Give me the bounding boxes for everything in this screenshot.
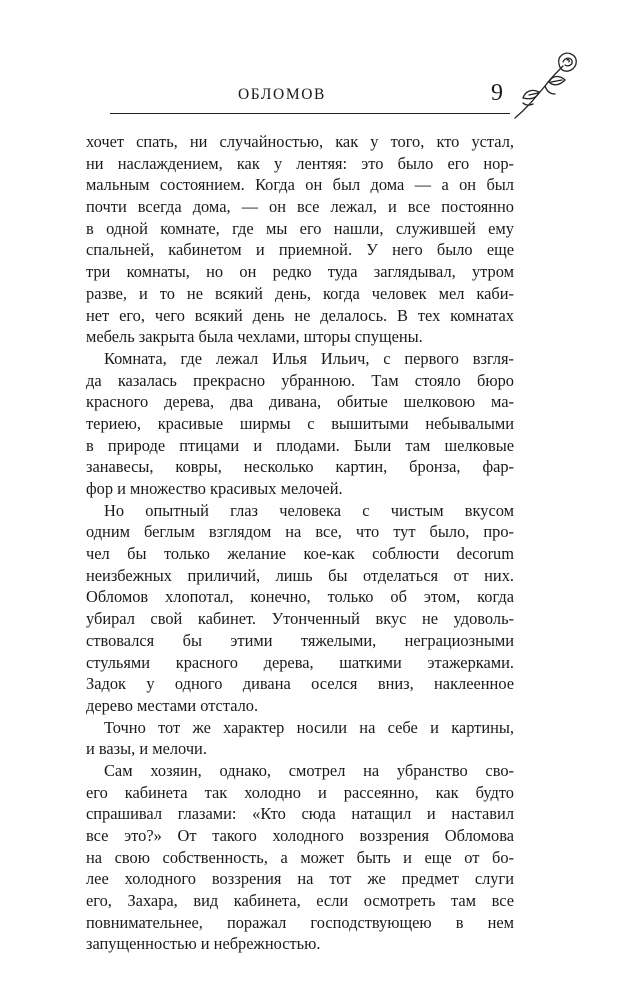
text-line: неизбежных приличий, лишь бы отделаться от них. — [86, 565, 514, 585]
text-line: занавесы, ковры, несколько картин, бронза, фар- — [86, 457, 514, 477]
text-line: Задок у одного дивана оселся вниз, наклеенное — [86, 674, 514, 694]
text-line: нет его, чего всякий день не делалось. В тех комнатах — [86, 305, 514, 325]
text-line: Точно тот же характер носили на себе и картины, — [104, 717, 514, 737]
running-title: ОБЛОМОВ — [238, 86, 326, 103]
text-line: чел бы только желание кое-как соблюсти decorum — [86, 544, 514, 564]
text-line: все это?» От такого холодного воззрения Обломова — [86, 826, 514, 845]
text-line: Обломов хлопотал, конечно, только об этом, когда — [86, 587, 514, 607]
text-line: стульями красного дерева, шаткими этажерками. — [86, 652, 514, 672]
page-number: 9 — [491, 80, 503, 106]
text-line: Комната, где лежал Илья Ильич, с первого взгля- — [104, 348, 514, 368]
text-line: Но опытный глаз человека с чистым вкусом — [104, 500, 514, 520]
body-text — [86, 131, 514, 955]
text-line: фор и множество красивых мелочей. — [86, 479, 343, 498]
text-line: почти всегда дома, — он все лежал, и все постоянно — [86, 197, 514, 217]
text-line: и вазы, и мелочи. — [86, 739, 207, 759]
text-line: спальней, кабинетом и приемной. У него было еще — [86, 240, 514, 260]
text-line: Сам хозяин, однако, смотрел на убранство сво- — [104, 760, 514, 780]
text-line: на свою собственность, а может быть и еще от бо- — [86, 847, 514, 867]
text-line: одним беглым взглядом на все, что тут было, про- — [86, 522, 514, 542]
text-line: хочет спать, ни случайностью, как у того, кто устал, — [86, 132, 514, 151]
text-line: мебель закрыта была чехлами, шторы спущены. — [86, 327, 423, 347]
text-line: ствовался бы этими тяжелыми, неграциозными — [86, 630, 514, 650]
text-line: повнимательнее, поражал господствующею в нем — [86, 912, 514, 932]
text-line: териею, красивые ширмы с вышитыми небывалыми — [86, 413, 514, 433]
text-line: три комнаты, но он редко туда заглядывал, утром — [86, 262, 514, 282]
rose-icon — [505, 48, 585, 123]
text-line: разве, и то не всякий день, когда человек мел каби- — [86, 283, 514, 303]
text-line: спрашивал глазами: «Кто сюда натащил и наставил — [86, 804, 514, 824]
text-line: да казалась прекрасно убранною. Там стояло бюро — [86, 370, 514, 390]
text-line: лее холодного воззрения на тот же предмет слуги — [86, 869, 514, 889]
header-rule — [110, 113, 510, 114]
text-line: его кабинета так холодно и рассеянно, как будто — [86, 782, 514, 802]
text-line: дерево местами отстало. — [86, 695, 259, 715]
text-line: его, Захара, вид кабинета, если осмотреть там все — [86, 891, 514, 911]
text-line: запущенностью и небрежностью. — [86, 934, 321, 954]
text-line: убирал свой кабинет. Утонченный вкус не удоволь- — [86, 609, 514, 629]
text-line: в природе птицами и плодами. Были там шелковые — [86, 435, 514, 455]
text-line: красного дерева, два дивана, обитые шелковою ма- — [86, 392, 514, 412]
text-line: мальным состоянием. Когда он был дома — а он был — [86, 175, 514, 195]
text-line: ни наслаждением, как у лентяя: это было его нор- — [86, 153, 514, 173]
text-line: в одной комнате, где мы его нашли, служившей ему — [86, 218, 514, 238]
